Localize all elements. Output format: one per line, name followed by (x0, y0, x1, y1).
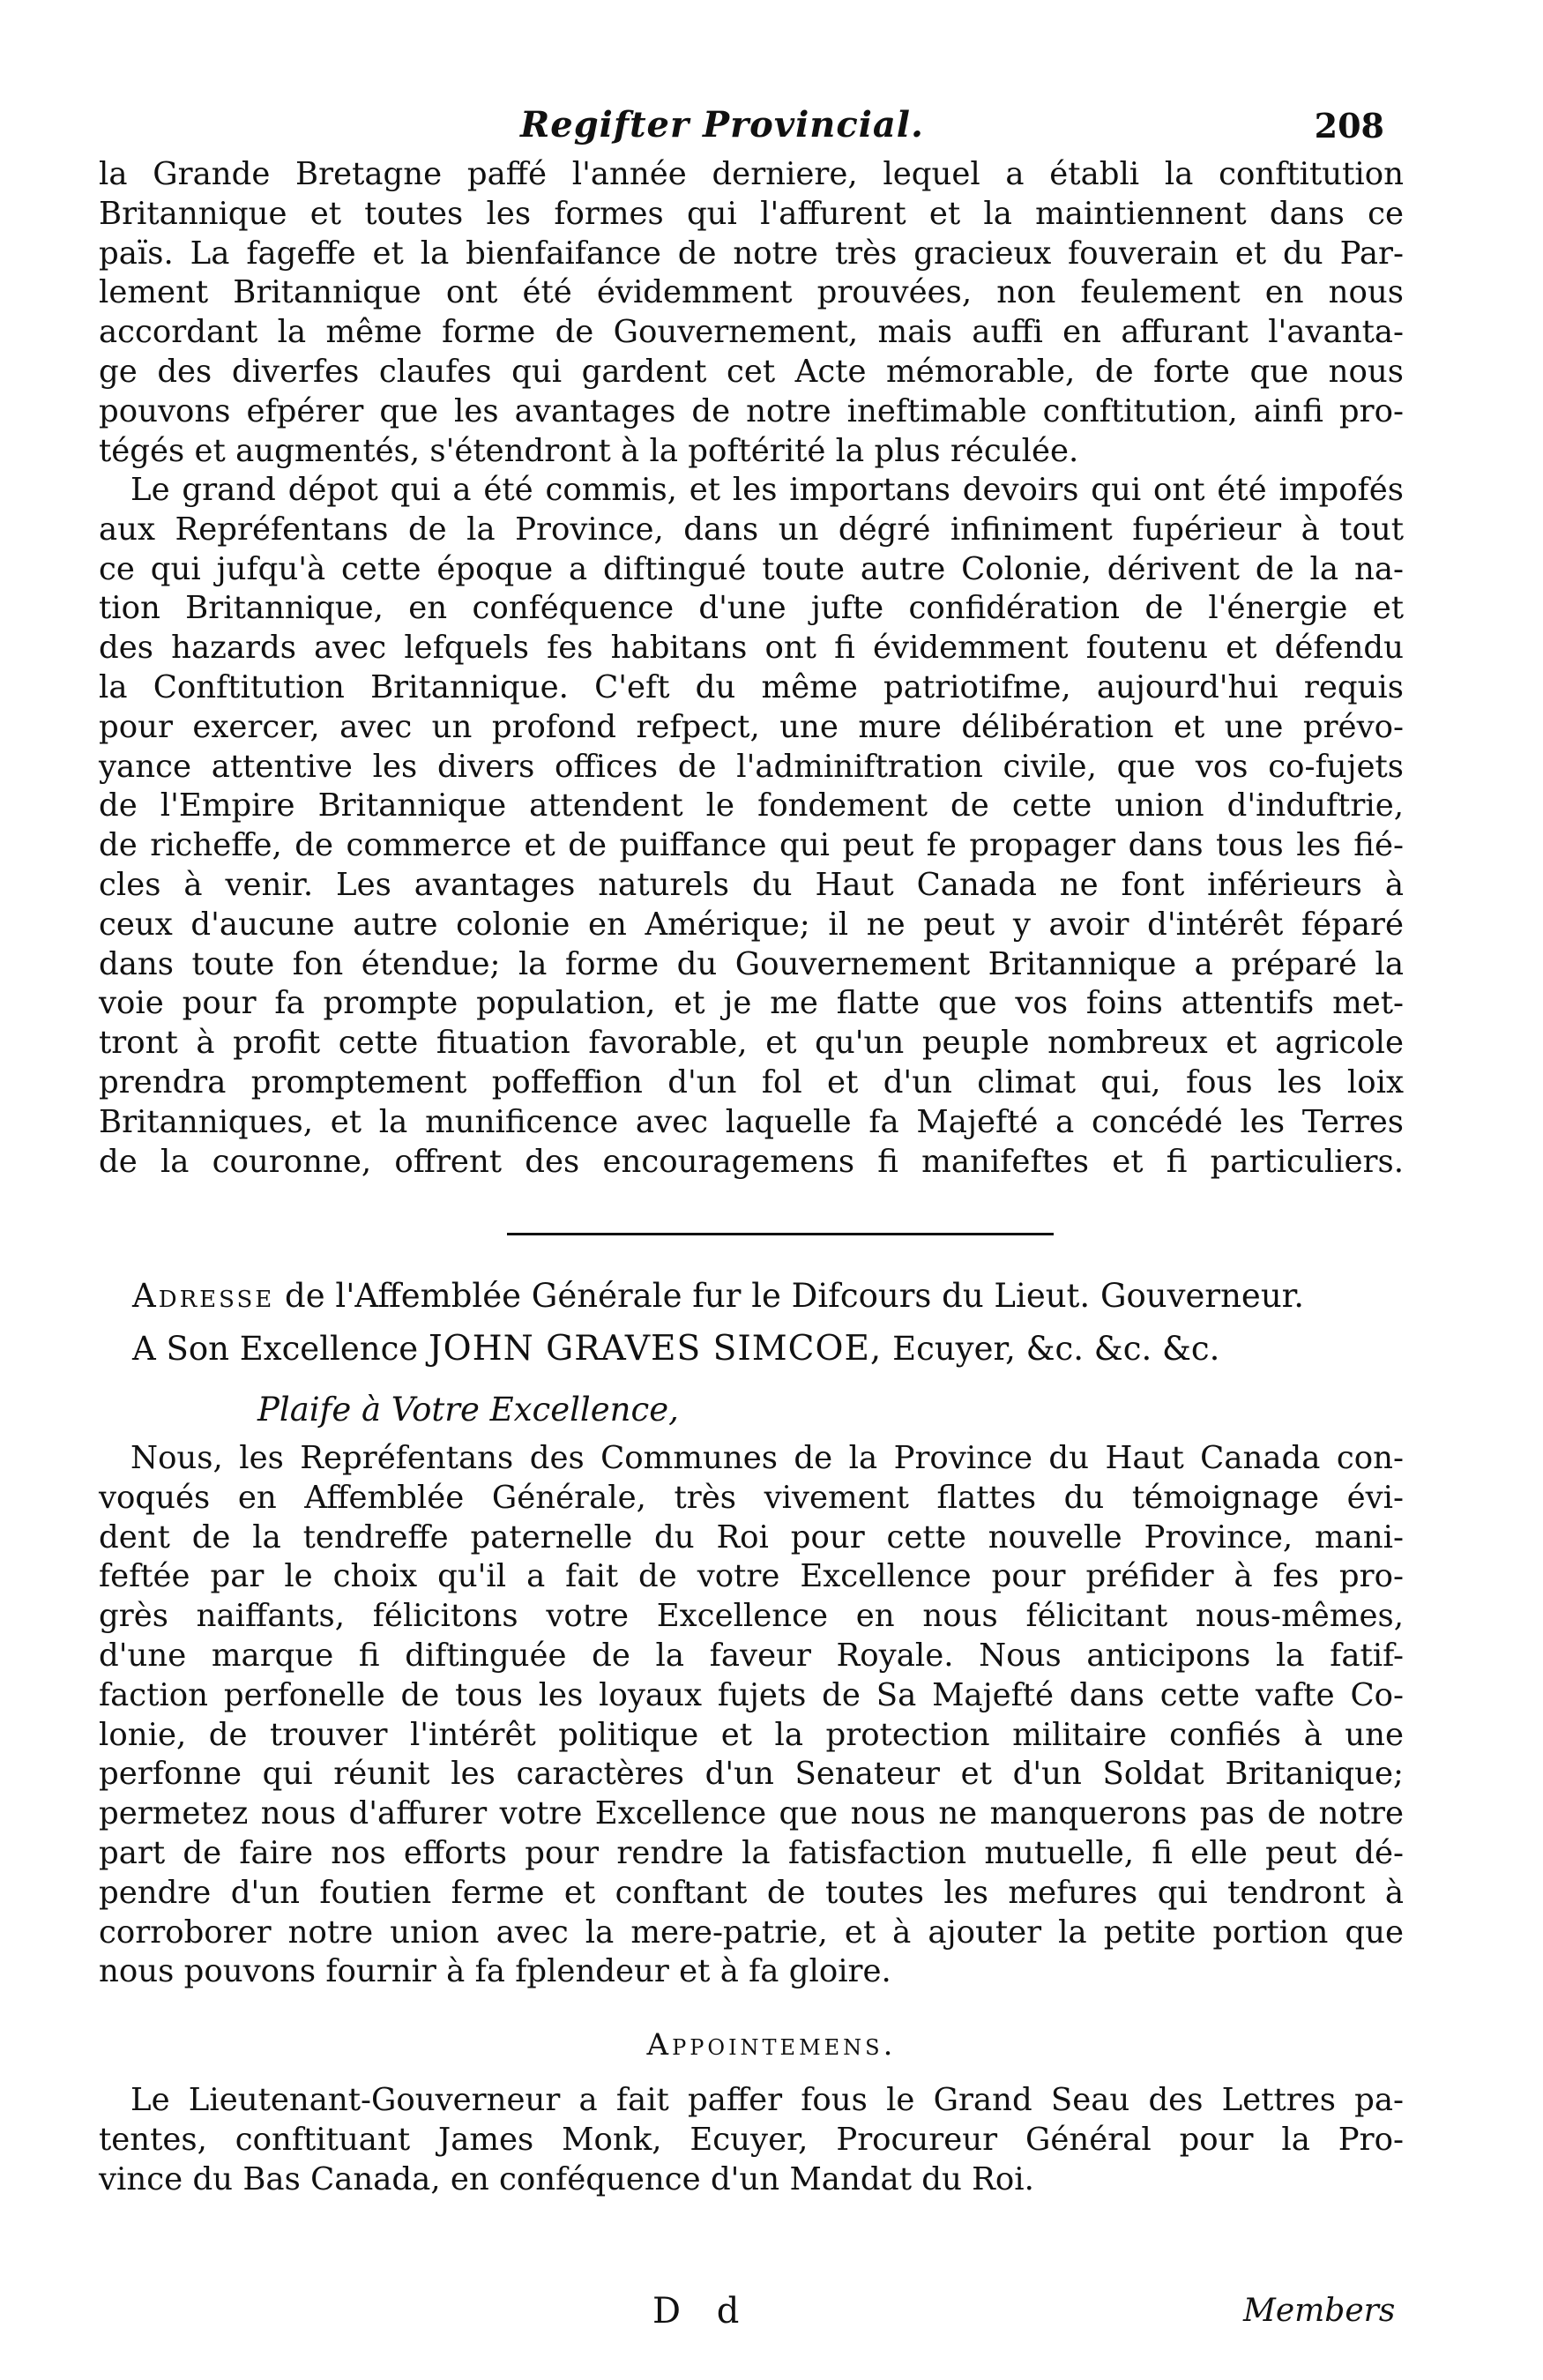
text-line: Britanniques, et la munificence avec laquelle fa Majefté a concédé les Terres (99, 1103, 1404, 1140)
address-heading-text: de l'Affemblée Générale fur le Difcours du Lieut. Gouverneur. (285, 1277, 1305, 1315)
section-divider (507, 1233, 1054, 1235)
text-line: tront à profit cette fituation favorable, et qu'un peuple nombreux et agricole (99, 1025, 1404, 1062)
signature-mark: D d (652, 2291, 752, 2332)
text-line: Le Lieutenant-Gouverneur a fait paffer fous le Grand Seau des Lettres pa- (130, 2082, 1404, 2118)
text-line: yance attentive les divers offices de l'adminiftration civile, que vos co-fujets (99, 748, 1404, 785)
text-line: accordant la même forme de Gouvernement, mais auffi en affurant l'avanta- (99, 314, 1404, 351)
text-line: pour exercer, avec un profond refpect, une mure délibération et une prévo- (99, 708, 1404, 745)
text-line: la Conftitution Britannique. C'eft du même patriotifme, aujourd'hui requis (99, 668, 1404, 705)
text-line: lement Britannique ont été évidemment prouvées, non feulement en nous (99, 274, 1404, 311)
text-line: tentes, conftituant James Monk, Ecuyer, Procureur Général pour la Pro- (99, 2121, 1404, 2158)
text-line: corroborer notre union avec la mere-patrie, et à ajouter la petite portion que (99, 1914, 1404, 1951)
text-line: voqués en Affemblée Générale, très vivement flattes du témoignage évi- (99, 1479, 1404, 1516)
text-line: vince du Bas Canada, en conféquence d'un Mandat du Roi. (99, 2160, 1034, 2197)
text-line: permetez nous d'affurer votre Excellence que nous ne manquerons pas de notre (99, 1795, 1404, 1832)
text-line: faction perfonelle de tous les loyaux fujets de Sa Majefté dans cette vafte Co- (99, 1676, 1404, 1713)
text-line: de la couronne, offrent des encouragemens fi manifeftes et fi particuliers. (99, 1143, 1404, 1180)
text-line: perfonne qui réunit les caractères d'un Senateur et d'un Soldat Britanique; (99, 1756, 1404, 1793)
text-line: pouvons efpérer que les avantages de notre ineftimable conftitution, ainfi pro- (99, 392, 1404, 429)
text-line: Le grand dépot qui a été commis, et les importans devoirs qui ont été impofés (130, 472, 1404, 508)
text-line: la Grande Bretagne paffé l'année derniere, lequel a établi la conftitution (99, 156, 1404, 192)
text-line: des hazards avec lefquels fes habitans ont fi évidemment foutenu et défendu (99, 630, 1404, 667)
speech-paragraph-2 (99, 471, 1404, 1182)
address-heading (132, 1275, 1304, 1317)
text-line: d'une marque fi diftinguée de la faveur Royale. Nous anticipons la fatif- (99, 1637, 1404, 1674)
text-line: Britannique et toutes les formes qui l'affurent et la maintiennent dans ce (99, 195, 1404, 232)
recipient-prefix: A Son Excellence (132, 1330, 419, 1368)
address-body (99, 1439, 1404, 1992)
text-line: tégés et augmentés, s'étendront à la poftérité la plus réculée. (99, 432, 1079, 469)
text-line: de richeffe, de commerce et de puiffance qui peut fe propager dans tous les fié- (99, 827, 1404, 864)
appointments-heading: Appointemens. (646, 2027, 897, 2063)
appointments-body (99, 2081, 1404, 2199)
text-line: lonie, de trouver l'intérêt politique et la protection militaire confiés à une (99, 1716, 1404, 1753)
page-number: 208 (1314, 106, 1384, 145)
address-recipient (132, 1328, 1219, 1370)
running-title: Regifter Provincial. (520, 104, 924, 145)
recipient-name: JOHN GRAVES SIMCOE, (428, 1329, 883, 1369)
text-line: Nous, les Repréfentans des Communes de la Province du Haut Canada con- (130, 1440, 1404, 1476)
recipient-suffix: Ecuyer, &c. &c. &c. (892, 1330, 1220, 1368)
text-line: prendra promptement poffeffion d'un fol et d'un climat qui, fous les loix (99, 1063, 1404, 1100)
text-line: part de faire nos efforts pour rendre la fatisfaction mutuelle, fi elle peut dé- (99, 1834, 1404, 1871)
text-line: pendre d'un foutien ferme et conftant de toutes les mefures qui tendront à (99, 1874, 1404, 1911)
text-line: dans toute fon étendue; la forme du Gouvernement Britannique a préparé la (99, 945, 1404, 982)
text-line: grès naiffants, félicitons votre Excellence en nous félicitant nous-mêmes, (99, 1598, 1404, 1635)
text-line: cles à venir. Les avantages naturels du Haut Canada ne font inférieurs à (99, 866, 1404, 903)
text-line: païs. La fageffe et la bienfaifance de notre très gracieux fouverain et du Par- (99, 235, 1404, 272)
running-head (0, 104, 1543, 157)
text-line: de l'Empire Britannique attendent le fondement de cette union d'induftrie, (99, 787, 1404, 824)
salutation: Plaife à Votre Excellence, (257, 1391, 679, 1429)
page-footer (0, 2291, 1543, 2344)
text-line: dent de la tendreffe paternelle du Roi pour cette nouvelle Province, mani- (99, 1518, 1404, 1556)
speech-paragraph-1 (99, 155, 1404, 471)
text-line: nous pouvons fournir à fa fplendeur et à fa gloire. (99, 1953, 891, 1990)
text-line: aux Repréfentans de la Province, dans un dégré infiniment fupérieur à tout (99, 511, 1404, 548)
address-heading-smallcaps: Adresse (132, 1277, 275, 1315)
text-line: feftée par le choix qu'il a fait de votre Excellence pour préfider à fes pro- (99, 1558, 1404, 1595)
text-line: ceux d'aucune autre colonie en Amérique; il ne peut y avoir d'intérêt féparé (99, 906, 1404, 943)
text-line: tion Britannique, en conféquence d'une jufte confidération de l'énergie et (99, 590, 1404, 627)
text-line: ce qui jufqu'à cette époque a diftingué toute autre Colonie, dérivent de la na- (99, 550, 1404, 587)
text-line: ge des diverfes claufes qui gardent cet Acte mémorable, de forte que nous (99, 353, 1404, 390)
catchword: Members (1243, 2293, 1396, 2329)
text-line: voie pour fa prompte population, et je me flatte que vos foins attentifs met- (99, 985, 1404, 1022)
